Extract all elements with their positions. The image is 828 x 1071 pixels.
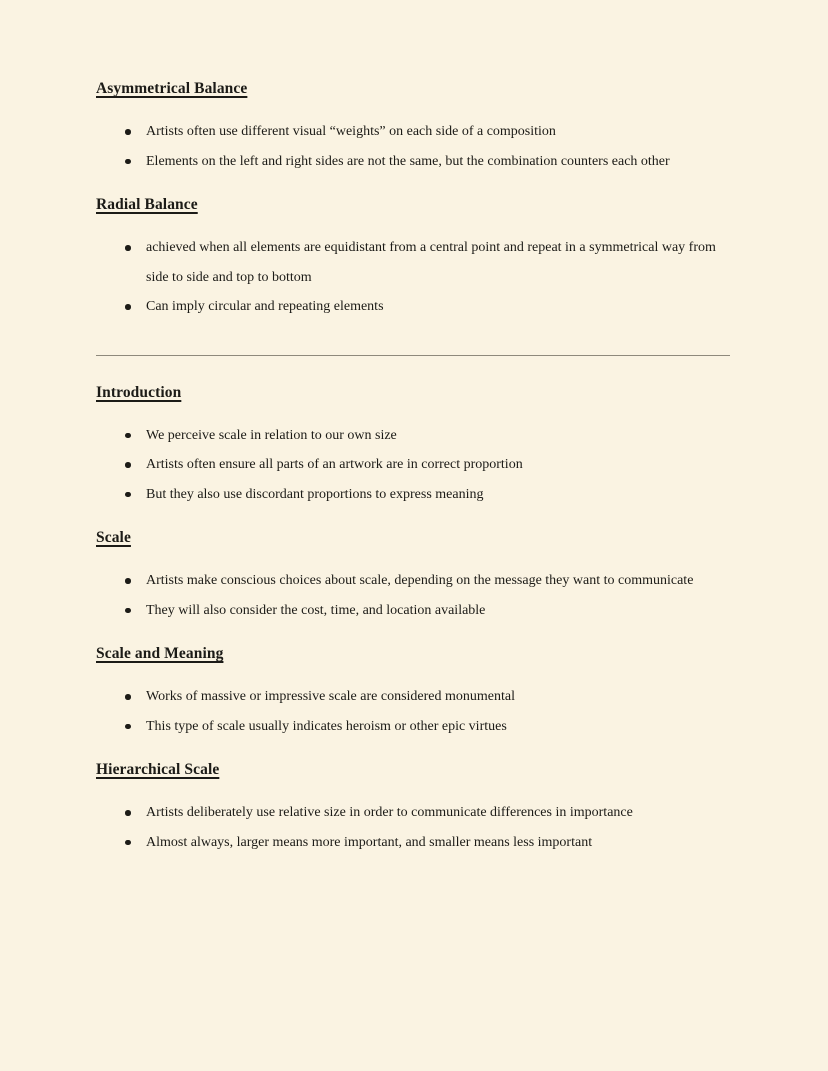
list-item bbox=[96, 682, 730, 712]
list-item-text: Artists make conscious choices about scale, depending on the message they want to communicate bbox=[146, 573, 694, 588]
list-item bbox=[96, 117, 730, 147]
bullet-icon bbox=[125, 492, 131, 498]
list-item bbox=[96, 421, 730, 451]
bullet-icon bbox=[125, 462, 131, 468]
bullet-icon bbox=[125, 129, 131, 135]
bullet-list bbox=[96, 117, 730, 176]
bullet-list bbox=[96, 421, 730, 510]
section-heading: Scale and Meaning bbox=[96, 645, 224, 662]
bullet-icon bbox=[125, 433, 131, 439]
list-item bbox=[96, 292, 730, 322]
list-item bbox=[96, 566, 730, 596]
bullet-icon bbox=[125, 810, 131, 816]
list-item bbox=[96, 712, 730, 742]
list-item-text: Works of massive or impressive scale are considered monumental bbox=[146, 689, 515, 704]
bullet-icon bbox=[125, 304, 131, 310]
bullet-icon bbox=[125, 608, 131, 614]
section-heading: Hierarchical Scale bbox=[96, 761, 220, 778]
list-item bbox=[96, 596, 730, 626]
bullet-icon bbox=[125, 159, 131, 165]
section-introduction bbox=[96, 382, 730, 510]
list-item-text: Artists often use different visual “weights” on each side of a composition bbox=[146, 124, 556, 139]
list-item-text: Elements on the left and right sides are not the same, but the combination counters each other bbox=[146, 153, 670, 169]
list-item-text: Artists deliberately use relative size in order to communicate differences in importance bbox=[146, 805, 633, 820]
section-heading: Scale bbox=[96, 529, 131, 546]
bullet-list bbox=[96, 798, 730, 857]
bullet-icon bbox=[125, 694, 131, 700]
list-item-text: Artists often ensure all parts of an artwork are in correct proportion bbox=[146, 457, 523, 472]
bullet-list bbox=[96, 682, 730, 741]
list-item bbox=[96, 480, 730, 510]
section-heading: Radial Balance bbox=[96, 196, 198, 213]
section-heading: Introduction bbox=[96, 383, 182, 401]
section-scale-and-meaning bbox=[96, 643, 730, 741]
list-item-text: Can imply circular and repeating elements bbox=[146, 299, 384, 314]
list-item-text: This type of scale usually indicates heroism or other epic virtues bbox=[146, 718, 507, 734]
list-item bbox=[96, 798, 730, 828]
section-divider bbox=[96, 355, 730, 356]
bullet-list bbox=[96, 233, 730, 322]
bullet-list bbox=[96, 566, 730, 625]
list-item bbox=[96, 147, 730, 177]
section-asymmetrical-balance bbox=[96, 78, 730, 176]
bullet-icon bbox=[125, 578, 131, 584]
list-item-text: achieved when all elements are equidistant from a central point and repeat in a symmetrical way from side to side and top to bottom bbox=[146, 240, 716, 285]
section-radial-balance bbox=[96, 194, 730, 322]
list-item-text: But they also use discordant proportions to express meaning bbox=[146, 486, 484, 502]
list-item bbox=[96, 450, 730, 480]
list-item bbox=[96, 828, 730, 858]
list-item-text: Almost always, larger means more important, and smaller means less important bbox=[146, 834, 593, 850]
bullet-icon bbox=[125, 724, 131, 730]
list-item-text: They will also consider the cost, time, and location available bbox=[146, 602, 486, 618]
list-item bbox=[96, 233, 730, 292]
section-heading: Asymmetrical Balance bbox=[96, 80, 248, 97]
bullet-icon bbox=[125, 245, 131, 251]
section-hierarchical-scale bbox=[96, 759, 730, 857]
list-item-text: We perceive scale in relation to our own size bbox=[146, 427, 397, 443]
bullet-icon bbox=[125, 840, 131, 846]
section-scale bbox=[96, 527, 730, 625]
